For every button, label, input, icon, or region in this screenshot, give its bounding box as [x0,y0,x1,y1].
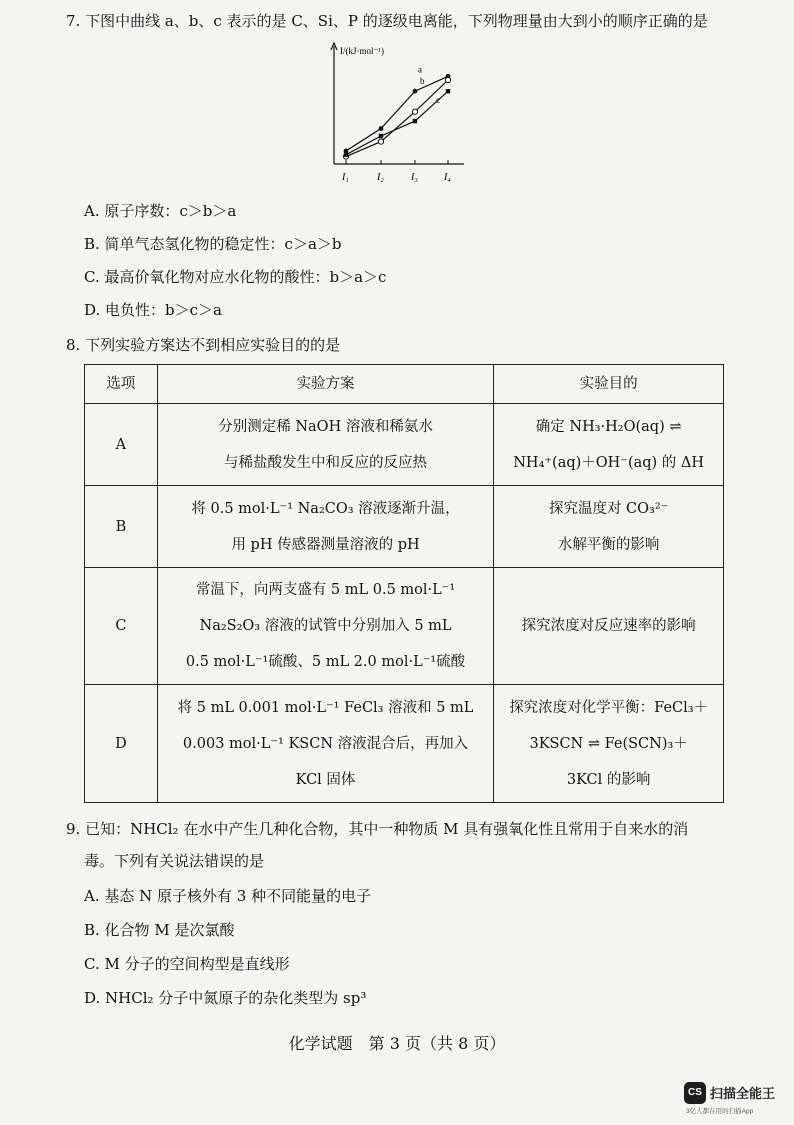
q7-option-a: A. 原子序数：c＞b＞a [84,202,237,220]
goal-line: 3KCl 的影响 [566,771,651,788]
experiment-table [84,364,724,803]
goal-line: 探究温度对 CO₃²⁻ [548,500,669,517]
plan-line: Na₂S₂O₃ 溶液的试管中分别加入 5 mL [199,618,452,634]
header-plan: 实验方案 [157,365,494,404]
row-option: D [85,685,158,803]
x-tick-label: I₄ [444,172,451,183]
row-plan [157,568,494,685]
scanner-tagline: 3亿人都在用的扫描App [686,1108,754,1115]
q7-option-d: D. 电负性：b＞c＞a [84,301,222,319]
q9-stem-line2: 毒。下列有关说法错误的是 [84,852,265,870]
q7-stem: 7. 下图中曲线 a、b、c 表示的是 C、Si、P 的逐级电离能，下列物理量由大到小的顺序正确的是 [66,12,708,30]
data-point-b [445,77,450,82]
goal-line: 确定 NH₃·H₂O(aq) ⇌ [535,418,682,435]
row-plan [157,486,494,568]
data-point-b [412,109,417,114]
plan-line: 与稀盐酸发生中和反应的反应热 [224,454,428,471]
q9-option-c: C. M 分子的空间构型是直线形 [84,955,290,973]
row-option: C [85,568,158,685]
q7-option-b: B. 简单气态氢化物的稳定性：c＞a＞b [84,235,342,253]
plan-line: KCl 固体 [295,771,356,788]
data-point-a [413,89,418,94]
q7-option-c: C. 最高价氧化物对应水化物的酸性：b＞a＞c [84,268,387,286]
table-row [85,568,724,685]
data-point-c [446,89,450,93]
series-line-c [346,91,448,154]
plan-line: 将 5 mL 0.001 mol·L⁻¹ FeCl₃ 溶液和 5 mL [177,699,474,716]
row-goal [494,568,724,685]
goal-line: 探究浓度对反应速率的影响 [521,618,696,634]
data-point-c [413,119,417,123]
scanner-app-name: 扫描全能王 [710,1086,776,1101]
series-line-a [346,76,448,151]
row-option: A [85,404,158,486]
q9-option-b: B. 化合物 M 是次氯酸 [84,921,235,939]
plan-line: 将 0.5 mol·L⁻¹ Na₂CO₃ 溶液逐渐升温， [191,500,460,517]
series-line-b [346,80,448,157]
goal-line: 3KSCN ⇌ Fe(SCN)₃＋ [529,735,688,752]
x-tick-label: I₁ [342,172,349,183]
x-tick-label: I₂ [377,172,384,183]
data-point-c [344,152,348,156]
row-goal [494,685,724,803]
q9-stem-line1: 9. 已知：NHCl₂ 在水中产生几种化合物，其中一种物质 M 具有强氧化性且常用于自来水的消 [66,820,689,838]
q8-stem: 8. 下列实验方案达不到相应实验目的的是 [66,336,341,354]
ionization-energy-chart [322,38,472,188]
plan-line: 分别测定稀 NaOH 溶液和稀氨水 [218,418,433,435]
goal-line: 水解平衡的影响 [557,536,660,553]
row-plan [157,685,494,803]
q9-option-a: A. 基态 N 原子核外有 3 种不同能量的电子 [84,887,372,905]
goal-line: NH₄⁺(aq)＋OH⁻(aq) 的 ΔH [513,454,705,471]
plan-line: 0.003 mol·L⁻¹ KSCN 溶液混合后，再加入 [182,735,469,752]
series-label-a: a [418,64,422,75]
data-point-c [379,134,383,138]
table-row [85,486,724,568]
header-option: 选项 [85,365,158,404]
table-row [85,685,724,803]
y-axis-label: I/(kJ·mol⁻¹) [340,46,384,56]
row-option: B [85,486,158,568]
row-goal [494,404,724,486]
q9-option-d: D. NHCl₂ 分子中氮原子的杂化类型为 sp³ [84,989,367,1007]
row-goal [494,486,724,568]
data-point-a [379,126,384,131]
x-tick-label: I₃ [411,172,418,183]
page-footer: 化学试题 第 3 页（共 8 页） [288,1034,506,1053]
series-label-b: b [420,76,425,86]
row-plan [157,404,494,486]
plan-line: 常温下，向两支盛有 5 mL 0.5 mol·L⁻¹ [195,582,456,598]
plan-line: 0.5 mol·L⁻¹硫酸、5 mL 2.0 mol·L⁻¹硫酸 [185,654,466,670]
header-goal: 实验目的 [494,365,724,404]
table-row [85,404,724,486]
plan-line: 用 pH 传感器测量溶液的 pH [231,536,420,553]
scanner-watermark [684,1080,788,1116]
series-label-c: c [436,95,440,106]
camscanner-logo-icon: CS [684,1082,706,1104]
table-header-row [85,365,724,404]
data-point-b [378,139,383,144]
goal-line: 探究浓度对化学平衡：FeCl₃＋ [509,699,709,716]
